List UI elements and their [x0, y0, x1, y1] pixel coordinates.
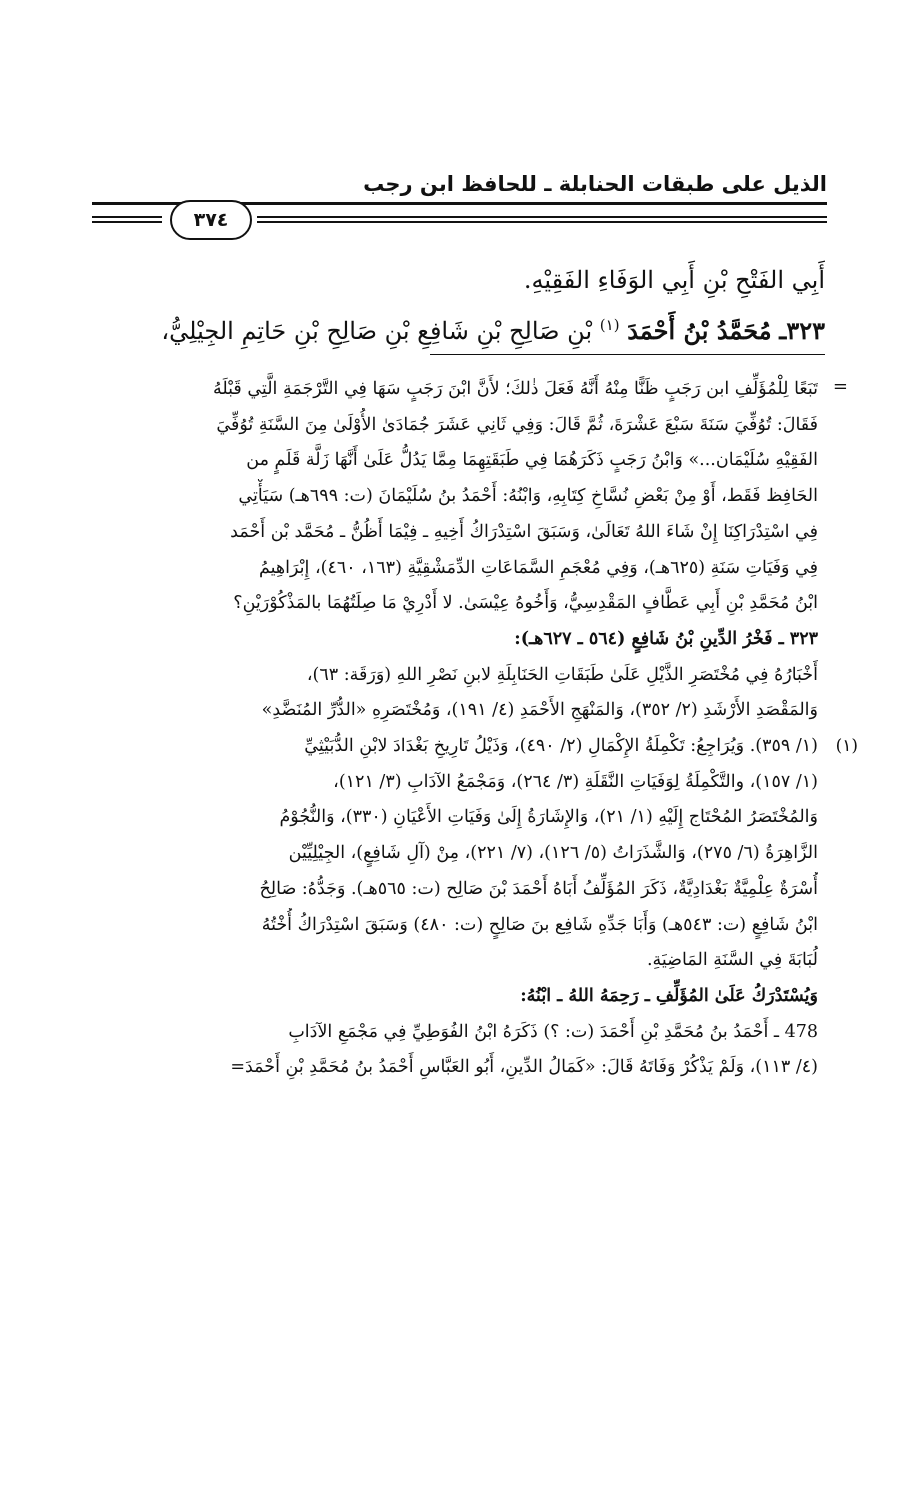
main-text	[95, 258, 825, 354]
footnotes	[98, 372, 818, 1086]
page-number: ٣٧٤	[170, 200, 252, 240]
continuation-marker: =	[832, 376, 848, 397]
continuation-line: الفَقِيْهِ سُلَيْمَان...» وَابْنُ رَجَبٍ ذَكَرَهُمَا فِي طَبَقَتِهِمَا مِمَّا يَدُلُّ عَلَىٰ أَنَّهَا زَلَّة قَلَمٍ من	[246, 450, 818, 471]
continuation-line: فَقَالَ: تُوُفِّيَ سَنَةَ سَبْعَ عَشْرَةَ، ثُمَّ قَالَ: وَفِي ثَانِي عَشَرَ جُمَادَىٰ الأُوْلَىٰ مِنَ السَّنَةِ تُوُفِّيَ	[216, 414, 818, 435]
entry-number: ٣٢٣ـ	[779, 316, 825, 345]
continuation-line: تَبَعًا لِلْمُؤَلِّفِ ابن رَجَبٍ ظَنًّا مِنْهُ أَنَّهُ فَعَلَ ذٰلكَ؛ لأَنَّ ابْنَ رَجَبٍ سَهَا فِي التَّرْجَمَةِ الَّتِي قَبْلَهُ	[212, 379, 818, 399]
footnote-line: (١/ ٣٥٩). وَيُرَاجِعُ: تَكْمِلَةُ الإِكْمَالِ (٢/ ٤٩٠)، وَذَيْلُ تَارِيخِ بَغْدَادَ لابْنِ الدُّبَيْثِيِّ	[304, 736, 818, 757]
footnote-marker: (١)	[835, 736, 858, 756]
continuation-line: ابْنُ مُحَمَّدِ بْنِ أَبِي عَطَّافٍ المَقْدِسِيُّ، وَأَخُوهُ عِيْسَىٰ. لا أَدْرِيْ مَا صِلَتُهُمَا بالمَذْكُوْرَيْنِ؟	[233, 593, 818, 614]
footnote-line: أَخْبَارُهُ فِي مُخْتَصَرِ الذَّيْلِ عَلَىٰ طَبَقَاتِ الحَنَابِلَةِ لابنِ نَصْرِ اللهِ (وَرَقَة: ٦٣)،	[306, 664, 818, 685]
continuation-line: فِي وَفَيَاتِ سَنَةِ (٦٢٥هـ)، وَفِي مُعْجَمِ السَّمَاعَاتِ الدِّمَشْقِيَّةِ (١٦٣، ٤٦٠)، إِبْرَاهِيمُ	[258, 557, 818, 578]
entry-lineage: بْنِ صَالِحِ بْنِ شَافِعِ بْنِ صَالِحِ بْنِ حَاتِمِ الجِيْلِيُّ،	[161, 317, 593, 345]
footnote-line: وَالمَقْصَدِ الأَرْشَدِ (٢/ ٣٥٢)، وَالمَنْهَجِ الأَحْمَدِ (٤/ ١٩١)، وَمُخْتَصَرِهِ «الدُّرِّ المُنَضَّدِ»	[261, 700, 818, 721]
header-title: الذيل على طبقات الحنابلة ـ للحافظ ابن رجب	[363, 172, 827, 196]
footnote-separator	[430, 354, 825, 355]
main-line-2	[95, 303, 825, 354]
entry-name: مُحَمَّدُ بْنُ أَحْمَدَ	[627, 316, 772, 345]
main-line-1: أَبِي الفَتْحِ بْنِ أَبِي الوَفَاءِ الفَقِيْهِ.	[523, 266, 825, 294]
continuation-line: فِي اسْتِدْرَاكِنَا إِنْ شَاءَ اللهُ تَعَالَىٰ، وَسَبَقَ اسْتِدْرَاكُ أَخِيهِ ـ فِيْمَا أَظُنُّ ـ مُحَمَّد بْن أَحْمَد	[230, 521, 818, 542]
footnote-line: الزَّاهِرَةُ (٦/ ٢٧٥)، وَالشَّذَرَاتُ (٥/ ١٢٦)، (٧/ ٢٢١)، مِنْ (آلِ شَافِعٍ)، الجِيْلِيِّيْن	[288, 843, 818, 864]
footnote-line: وَالمُخْتَصَرُ المُحْتَاج إِلَيْهِ (١/ ٢١)، وَالإِشَارَةُ إِلَىٰ وَفَيَاتِ الأَعْيَانِ (٣٣٠)، وَالنُّجُوْمُ	[279, 807, 818, 828]
footnote-heading: ٣٢٣ ـ فَخْرُ الدِّينِ بْنُ شَافِعٍ (٥٦٤ ـ ٦٢٧هـ):	[514, 628, 818, 649]
header-ornament-left	[92, 216, 162, 226]
footnote-reference: (١)	[599, 316, 620, 334]
addendum-heading: وَيُسْتَدْرَكُ عَلَىٰ المُؤَلِّفِ ـ رَحِمَهُ اللهُ ـ ابْنُهُ:	[520, 985, 818, 1006]
header-ornament-right	[257, 216, 827, 226]
footnote-line: أُسْرَةٌ عِلْمِيَّةٌ بَغْدَادِيَّةٌ، ذَكَرَ المُؤَلِّفُ أَبَاهُ أَحْمَدَ بْنَ صَالِح (ت: ٥٦٥هـ). وَجَدُّهُ: صَالِحُ	[259, 878, 818, 899]
footnote-line: ابْنُ شَافِعٍ (ت: ٥٤٣هـ) وَأَبَا جَدِّهِ شَافِع بنَ صَالِحٍ (ت: ٤٨٠) وَسَبَقَ اسْتِدْرَاكُ أُخْتُهُ	[261, 914, 818, 935]
footnote-line: لُبَابَةَ فِي السَّنَةِ المَاضِيَةِ.	[646, 950, 818, 971]
addendum-line: (٤/ ١١٣)، وَلَمْ يَذْكُرْ وَفَاتَهُ قَالَ: «كَمَالُ الدِّينِ، أَبُو العَبَّاسِ أَحْمَدُ بنُ مُحَمَّدِ بْنِ أَحْمَدَ=	[230, 1057, 818, 1078]
addendum-line: 478 ـ أَحْمَدُ بنُ مُحَمَّدِ بْنِ أَحْمَدَ (ت: ؟) ذَكَرَهُ ابْنُ الفُوَطِيِّ فِي مَجْمَعِ الآدَابِ	[288, 1021, 818, 1042]
running-header	[92, 168, 827, 238]
footnote-line: (١/ ١٥٧)، والتَّكْمِلَةُ لِوَفَيَاتِ النَّقَلَةِ (٣/ ٢٦٤)، وَمَجْمَعُ الآدَابِ (٣/ ١٢١)،	[333, 771, 818, 792]
continuation-line: الحَافِظ فَقَط، أَوْ مِنْ بَعْضِ نُسَّاخِ كِتَابِهِ، وَابْنُهُ: أَحْمَدُ بنُ سُلَيْمَانَ (ت: ٦٩٩هـ) سَيَأْتِي	[238, 486, 818, 507]
